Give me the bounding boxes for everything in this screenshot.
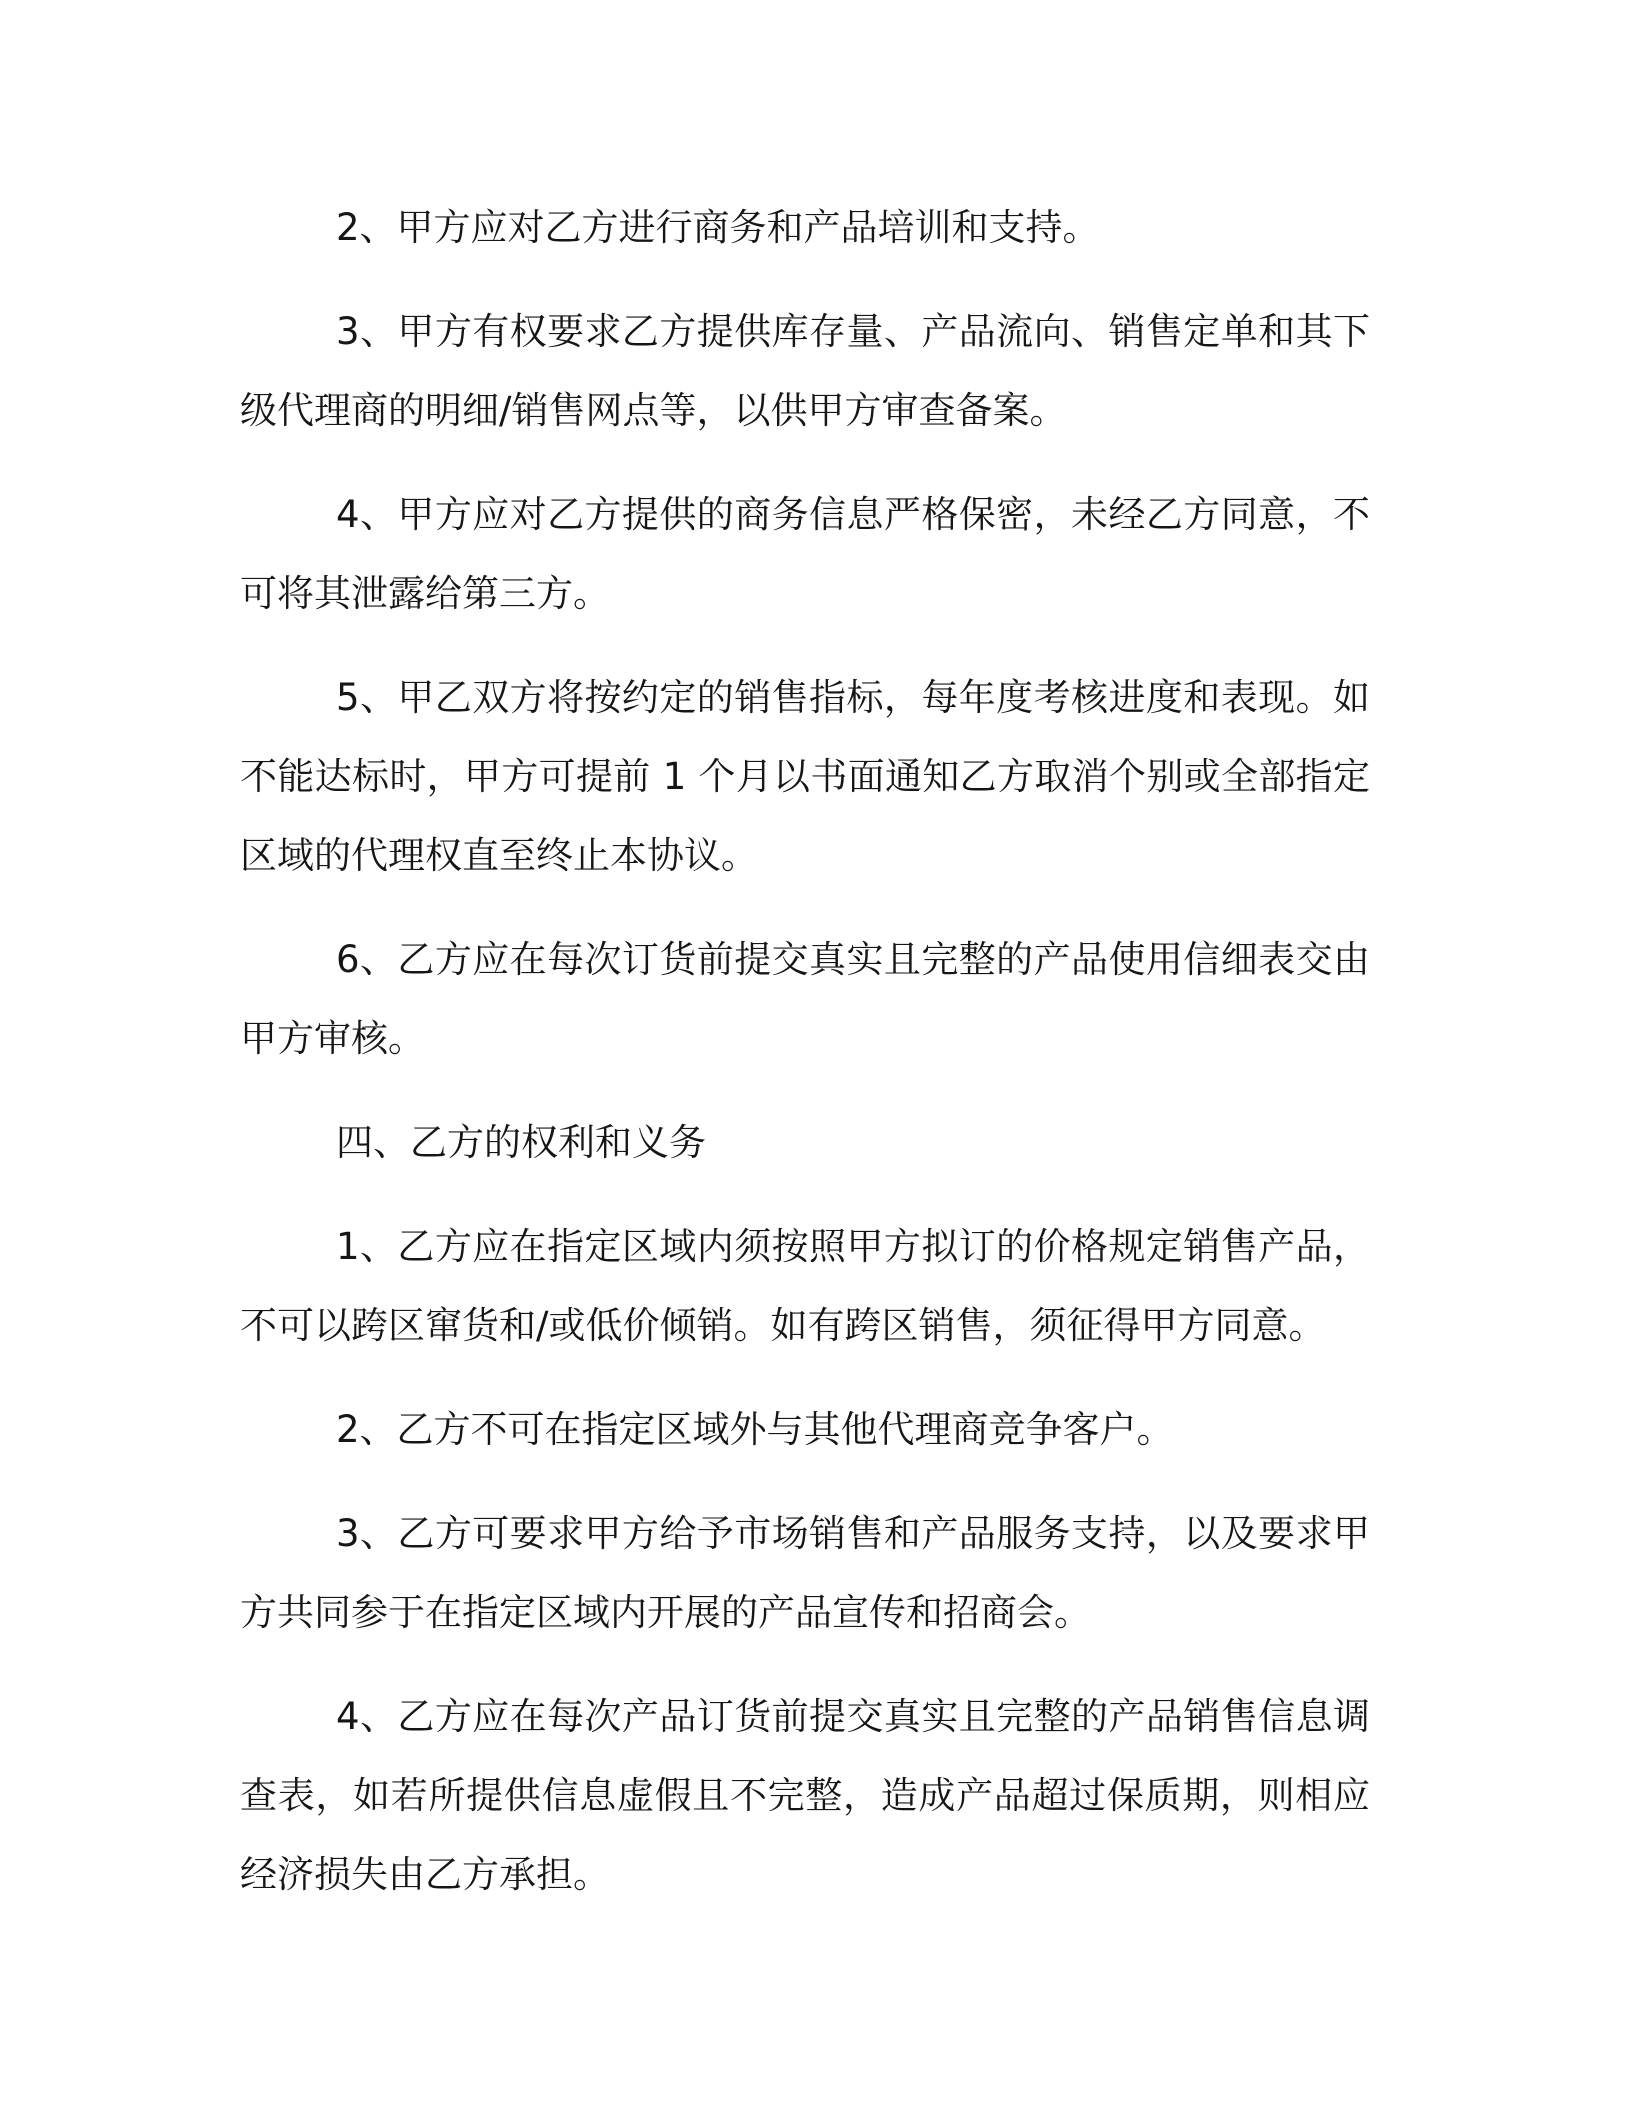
section-heading: 四、乙方的权利和义务 [336,1121,706,1164]
clause-paragraph: 5、甲乙双方将按约定的销售指标，每年度考核进度和表现。如不能达标时，甲方可提前 1 个月以书面通知乙方取消个别或全部指定区域的代理权直至终止本协议。 [240,676,1370,877]
clause-paragraph: 2、乙方不可在指定区域外与其他代理商竞争客户。 [336,1408,1174,1451]
clause-paragraph: 3、乙方可要求甲方给予市场销售和产品服务支持，以及要求甲方共同参于在指定区域内开展的产品宣传和招商会。 [240,1512,1370,1634]
clause-paragraph: 4、乙方应在每次产品订货前提交真实且完整的产品销售信息调查表，如若所提供信息虚假且不完整，造成产品超过保质期，则相应经济损失由乙方承担。 [240,1695,1370,1896]
clause-paragraph: 4、甲方应对乙方提供的商务信息严格保密，未经乙方同意，不可将其泄露给第三方。 [240,493,1370,615]
clause-paragraph: 6、乙方应在每次订货前提交真实且完整的产品使用信细表交由甲方审核。 [240,938,1370,1060]
clause-paragraph: 3、甲方有权要求乙方提供库存量、产品流向、销售定单和其下级代理商的明细/销售网点等，以供甲方审查备案。 [240,310,1370,432]
clause-paragraph: 1、乙方应在指定区域内须按照甲方拟订的价格规定销售产品，不可以跨区窜货和/或低价倾销。如有跨区销售，须征得甲方同意。 [240,1225,1370,1347]
clause-paragraph: 2、甲方应对乙方进行商务和产品培训和支持。 [336,206,1100,249]
document-body [240,188,1370,1939]
